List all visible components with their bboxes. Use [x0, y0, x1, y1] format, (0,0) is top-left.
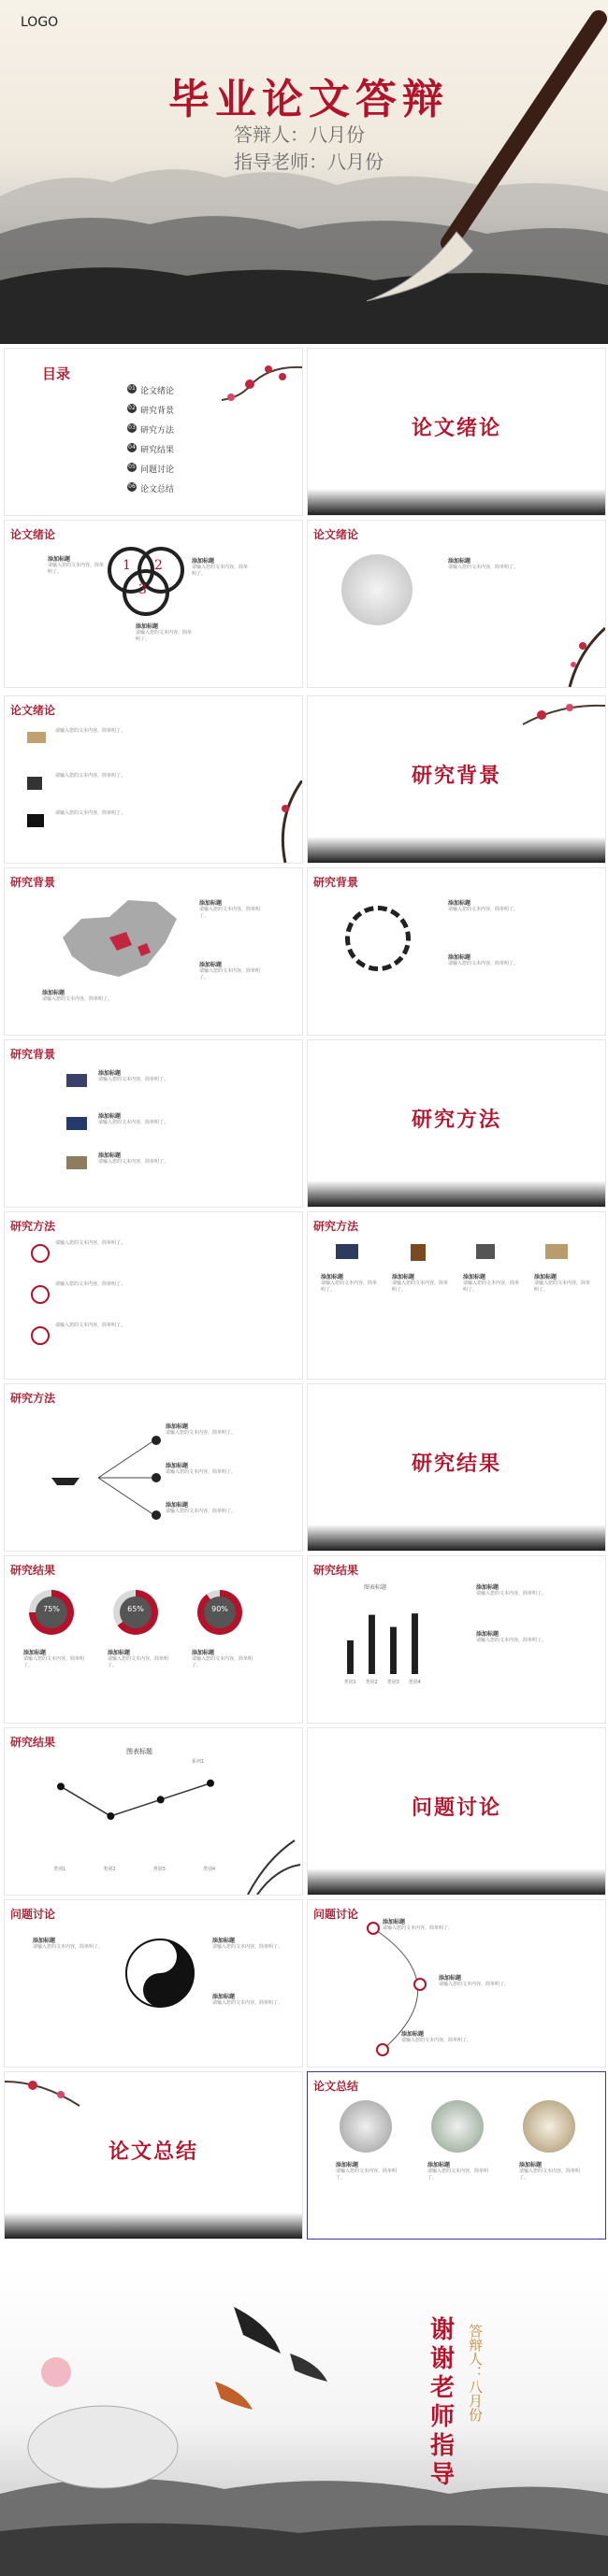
- method-steps-slide[interactable]: [4, 1211, 303, 1380]
- block-title: 添加标题: [108, 1650, 131, 1656]
- scroll-icon: [66, 1156, 87, 1169]
- text-block: [166, 1463, 250, 1476]
- text-block: [401, 2031, 485, 2044]
- thanks-text: 谢谢老师指导: [430, 2316, 456, 2489]
- toc-heading: 目录: [42, 365, 71, 382]
- bar-类别3: [390, 1627, 397, 1674]
- fan-icon: [27, 732, 46, 743]
- closing-slide: [0, 2269, 608, 2576]
- toc-number: 04: [128, 444, 136, 451]
- slide-tag: 研究方法: [313, 1220, 359, 1233]
- slide-tag: 研究背景: [10, 876, 56, 889]
- bar-类别2: [369, 1615, 375, 1674]
- block-body: 请输入您的文本内容，简单明了。: [383, 1925, 454, 1931]
- section-slide-method[interactable]: [307, 1039, 606, 1208]
- block-title: 添加标题: [42, 990, 65, 996]
- block-body: 请输入您的文本内容，简单明了。: [199, 968, 261, 980]
- brush-pot-icon: [411, 1244, 426, 1261]
- text-block: [192, 558, 252, 578]
- text-block: [212, 1938, 287, 1951]
- text-block: [23, 1650, 89, 1669]
- yin-yang-icon: [124, 1938, 195, 2009]
- bar-类别4: [412, 1613, 418, 1674]
- block-body: 请输入您的文本内容，简单明了。: [23, 1656, 85, 1668]
- landscape-circle-image: [340, 2100, 392, 2153]
- block-title: 添加标题: [98, 1152, 122, 1159]
- toc-label: 论文绪论: [140, 387, 175, 396]
- toc-item-2[interactable]: [128, 404, 175, 416]
- scroll-icon: [545, 1244, 568, 1259]
- block-title: 添加标题: [463, 1274, 486, 1281]
- block-body: 请输入您的文本内容，简单明了。: [476, 1638, 547, 1643]
- block-body: 请输入您的文本内容，简单明了。: [166, 1430, 237, 1436]
- bar-chart: [326, 1594, 439, 1687]
- line-category-label: 类别3: [152, 1867, 166, 1872]
- block-body: 请输入您的文本内容，简单明了。: [166, 1509, 237, 1514]
- summary-circles-slide[interactable]: [307, 2071, 606, 2240]
- lotus-and-fish-art: [0, 2269, 608, 2576]
- progress-value: 75%: [43, 1605, 60, 1613]
- plum-blossom-icon: [212, 349, 302, 414]
- block-body: 请输入您的文本内容，简单明了。: [212, 1944, 283, 1950]
- bar-类别1: [347, 1640, 354, 1674]
- text-block: [383, 1919, 467, 1932]
- slide-tag: 论文绪论: [313, 528, 359, 541]
- text-block: [166, 1424, 250, 1437]
- slide-tag: 问题讨论: [313, 1908, 359, 1921]
- bar-category-label: 类别4: [408, 1680, 421, 1685]
- block-title: 添加标题: [534, 1274, 557, 1281]
- text-block: [33, 1938, 108, 1951]
- line-point: [107, 1812, 114, 1820]
- block-body: 请输入您的文本内容，简单明了。: [448, 565, 519, 570]
- block-title: 添加标题: [392, 1274, 415, 1281]
- block-title: 添加标题: [33, 1938, 56, 1944]
- toc-number: 01: [128, 385, 136, 392]
- text-block: [108, 1650, 173, 1669]
- block-body: 请输入您的文本内容，简单明了。: [392, 1281, 449, 1293]
- block-body: 请输入您的文本内容，简单明了。: [427, 2168, 489, 2181]
- text-block: [199, 900, 265, 920]
- china-map-icon: [53, 891, 184, 984]
- block-title: 添加标题: [192, 1650, 215, 1656]
- book-icon: [336, 1244, 358, 1259]
- bar-category-label: 类别2: [365, 1680, 378, 1685]
- text-block: [48, 556, 104, 576]
- line-chart: [42, 1760, 229, 1872]
- toc-label: 问题讨论: [140, 465, 175, 475]
- intro-venn-slide[interactable]: [4, 520, 303, 688]
- block-body: 请输入您的文本内容，简单明了。: [336, 2168, 398, 2181]
- plum-branch-icon: [551, 623, 605, 687]
- block-body: 请输入您的文本内容，简单明了。: [42, 996, 113, 1002]
- ink-mountain-band: [308, 1868, 605, 1895]
- block-body: 请输入您的文本内容，简单明了。: [98, 1120, 169, 1125]
- toc-number: 02: [128, 405, 136, 411]
- block-title: 添加标题: [401, 2031, 425, 2038]
- ink-mountain-band: [308, 1524, 605, 1551]
- toc-item-3[interactable]: [128, 423, 175, 436]
- logo-text: LOGO: [21, 15, 59, 30]
- background-cycle-slide[interactable]: [307, 867, 606, 1036]
- toc-number: 05: [128, 464, 136, 470]
- block-title: 添加标题: [48, 556, 71, 563]
- text-block: [321, 1274, 381, 1294]
- block-title: 添加标题: [166, 1463, 189, 1469]
- text-block: [336, 2162, 398, 2182]
- block-body: 请输入您的文本内容，简单明了。: [199, 907, 261, 919]
- text-block: [98, 1070, 239, 1083]
- text-block: 请输入您的文本内容，简单明了。: [55, 1240, 126, 1246]
- text-block: [392, 1274, 452, 1294]
- inkstone-icon: [476, 1244, 495, 1259]
- landscape-circle-image: [523, 2100, 575, 2153]
- block-body: 请输入您的文本内容，简单明了。: [33, 1944, 104, 1950]
- text-block: [98, 1152, 239, 1166]
- block-title: 添加标题: [439, 1975, 462, 1982]
- chart-title: 图表标题: [126, 1748, 152, 1755]
- block-title: 添加标题: [212, 1994, 236, 2000]
- orchid-icon: [239, 1831, 302, 1895]
- plum-branch-icon: [257, 780, 302, 863]
- block-title: 添加标题: [166, 1424, 189, 1430]
- section-title: 问题讨论: [411, 1796, 501, 1820]
- block-title: 添加标题: [166, 1502, 189, 1509]
- text-block: [463, 1274, 523, 1294]
- line-point: [207, 1780, 214, 1787]
- boat-and-branch-diagram: [42, 1422, 164, 1524]
- block-title: 添加标题: [98, 1113, 122, 1120]
- block-body: 请输入您的文本内容，简单明了。: [439, 1982, 510, 1987]
- background-map-slide[interactable]: [4, 867, 303, 1036]
- block-title: 添加标题: [383, 1919, 406, 1925]
- block-body: 请输入您的文本内容，简单明了。: [98, 1077, 169, 1082]
- step-icon-1: [31, 1244, 50, 1263]
- signature-text: 答辩人：八月份: [467, 2324, 484, 2422]
- text-block: [476, 1631, 570, 1644]
- block-body: 请输入您的文本内容，简单明了。: [48, 563, 105, 575]
- plum-blossom-icon: [5, 2072, 89, 2119]
- line-series: [61, 1783, 210, 1816]
- text-block: 请输入您的文本内容，简单明了。: [55, 1323, 126, 1328]
- block-body: 请输入您的文本内容，简单明了。: [192, 565, 249, 577]
- section-slide-result[interactable]: [307, 1383, 606, 1552]
- block-body: 请输入您的文本内容，简单明了。: [534, 1281, 591, 1293]
- defender-line: 答辩人：八月份: [234, 123, 365, 146]
- text-block: [199, 962, 265, 981]
- block-title: 添加标题: [476, 1631, 499, 1638]
- chart-title: 图表标题: [364, 1584, 387, 1591]
- bar-category-label: 类别1: [343, 1680, 356, 1685]
- cover-title: 毕业论文答辩: [168, 76, 449, 123]
- progress-value: 65%: [127, 1605, 144, 1613]
- block-body: 请输入您的文本内容，简单明了。: [476, 1591, 547, 1596]
- block-body: 请输入您的文本内容，简单明了。: [463, 1281, 520, 1293]
- text-block: [534, 1274, 594, 1294]
- block-title: 添加标题: [448, 900, 471, 907]
- line-point: [57, 1782, 65, 1790]
- text-block: [476, 1584, 570, 1597]
- section-title: 研究方法: [411, 1108, 501, 1132]
- venn-number: 1: [123, 558, 131, 573]
- venn-number: 2: [154, 558, 163, 573]
- block-title: 添加标题: [98, 1070, 122, 1077]
- chart-legend: 系列1: [192, 1759, 205, 1765]
- slide-tag: 论文总结: [313, 2080, 359, 2093]
- block-body: 请输入您的文本内容，简单明了。: [98, 1159, 169, 1165]
- text-block: 请输入您的文本内容，简单明了。: [55, 810, 126, 816]
- toc-item-6[interactable]: [128, 482, 175, 494]
- slide-tag: 问题讨论: [10, 1908, 56, 1921]
- text-block: [519, 2162, 581, 2182]
- section-title: 研究背景: [411, 764, 501, 788]
- ink-icon: [27, 814, 44, 827]
- intro-image-slide[interactable]: [307, 520, 606, 688]
- venn-number: 3: [138, 582, 147, 597]
- step-icon-2: [31, 1285, 50, 1304]
- block-body: 请输入您的文本内容，简单明了。: [401, 2038, 472, 2043]
- discussion-arc-slide[interactable]: [307, 1899, 606, 2068]
- advisor-line: 指导老师：八月份: [234, 150, 384, 173]
- line-category-label: 类别4: [203, 1867, 216, 1872]
- slide-tag: 论文绪论: [10, 528, 56, 541]
- text-block: [192, 1650, 257, 1669]
- toc-label: 研究背景: [140, 407, 175, 416]
- intro-list-slide[interactable]: [4, 695, 303, 864]
- section-title: 论文总结: [108, 2140, 198, 2164]
- block-body: 请输入您的文本内容，简单明了。: [321, 1281, 378, 1293]
- block-title: 添加标题: [23, 1650, 47, 1656]
- inkstone-icon: [27, 777, 42, 790]
- section-title: 论文绪论: [411, 416, 501, 440]
- block-body: 请输入您的文本内容，简单明了。: [448, 961, 519, 966]
- block-body: 请输入您的文本内容，简单明了。: [166, 1469, 237, 1475]
- text-block: [448, 954, 560, 967]
- ink-mountain-band: [5, 2212, 302, 2239]
- block-title: 添加标题: [199, 900, 223, 907]
- slide-tag: 论文绪论: [10, 704, 56, 717]
- slide-tag: 研究结果: [10, 1564, 56, 1577]
- slide-tag: 研究结果: [313, 1564, 359, 1577]
- block-title: 添加标题: [448, 558, 471, 565]
- slide-tag: 研究方法: [10, 1392, 56, 1405]
- line-category-label: 类别1: [53, 1867, 66, 1872]
- discussion-yinyang-slide[interactable]: [4, 1899, 303, 2068]
- text-block: [136, 623, 195, 643]
- ink-mountain-band: [308, 489, 605, 515]
- text-block: [98, 1113, 239, 1126]
- text-block: [448, 558, 551, 571]
- text-block: [427, 2162, 489, 2182]
- block-title: 添加标题: [212, 1938, 236, 1944]
- method-tree-slide[interactable]: [4, 1383, 303, 1552]
- toc-label: 研究方法: [140, 426, 175, 436]
- bar-category-label: 类别3: [386, 1680, 399, 1685]
- background-icons-slide[interactable]: [4, 1039, 303, 1208]
- line-category-label: 类别2: [103, 1867, 116, 1872]
- line-point: [157, 1796, 165, 1803]
- text-block: [166, 1502, 250, 1515]
- cycle-ring-icon: [345, 906, 411, 971]
- block-title: 添加标题: [199, 962, 223, 968]
- section-slide-background[interactable]: [307, 695, 606, 864]
- block-title: 添加标题: [136, 623, 159, 630]
- landscape-circle-image: [431, 2100, 484, 2153]
- block-title: 添加标题: [476, 1584, 499, 1591]
- text-block: 请输入您的文本内容，简单明了。: [55, 1281, 126, 1287]
- cover-slide: [0, 0, 608, 344]
- block-title: 添加标题: [321, 1274, 344, 1281]
- toc-label: 论文总结: [140, 485, 175, 494]
- slide-tag: 研究背景: [10, 1048, 56, 1061]
- plum-blossom-icon: [485, 696, 605, 743]
- block-title: 添加标题: [448, 954, 471, 961]
- landscape-circle-image: [341, 554, 413, 625]
- toc-label: 研究结果: [140, 446, 175, 455]
- block-body: 请输入您的文本内容，简单明了。: [448, 907, 519, 912]
- toc-number: 03: [128, 424, 136, 431]
- toc-item-1[interactable]: [128, 384, 175, 396]
- text-block: [212, 1994, 287, 2007]
- block-body: 请输入您的文本内容，简单明了。: [192, 1656, 253, 1668]
- slide-tag: 研究背景: [313, 876, 359, 889]
- text-block: [42, 990, 117, 1003]
- text-block: [439, 1975, 523, 1988]
- section-slide-discussion[interactable]: [307, 1727, 606, 1896]
- progress-value: 90%: [211, 1605, 228, 1613]
- toc-number: 06: [128, 483, 136, 490]
- toc-item-4[interactable]: [128, 443, 175, 455]
- section-title: 研究结果: [411, 1452, 501, 1476]
- book-icon: [66, 1074, 87, 1087]
- toc-item-5[interactable]: [128, 463, 175, 475]
- result-progress-slide[interactable]: [4, 1555, 303, 1724]
- text-block: [448, 900, 560, 913]
- block-title: 添加标题: [427, 2162, 451, 2168]
- block-body: 请输入您的文本内容，简单明了。: [108, 1656, 169, 1668]
- result-line-chart-slide[interactable]: [4, 1727, 303, 1896]
- text-block: 请输入您的文本内容，简单明了。: [55, 728, 126, 734]
- toc-slide[interactable]: [4, 348, 303, 516]
- slide-tag: 研究方法: [10, 1220, 56, 1233]
- text-block: 请输入您的文本内容，简单明了。: [55, 773, 126, 779]
- block-body: 请输入您的文本内容，简单明了。: [212, 2000, 283, 2006]
- ink-mountain-band: [308, 837, 605, 863]
- step-icon-3: [31, 1326, 50, 1345]
- block-title: 添加标题: [519, 2162, 543, 2168]
- block-body: 请输入您的文本内容，简单明了。: [136, 630, 193, 642]
- section-slide-summary[interactable]: [4, 2071, 303, 2240]
- ink-mountain-band: [308, 1181, 605, 1207]
- block-body: 请输入您的文本内容，简单明了。: [519, 2168, 581, 2181]
- book-icon: [66, 1117, 87, 1130]
- block-title: 添加标题: [192, 558, 215, 565]
- slide-tag: 研究结果: [10, 1736, 56, 1749]
- block-title: 添加标题: [336, 2162, 359, 2168]
- result-bar-chart-slide[interactable]: [307, 1555, 606, 1724]
- section-slide-intro[interactable]: [307, 348, 606, 516]
- method-tools-slide[interactable]: [307, 1211, 606, 1380]
